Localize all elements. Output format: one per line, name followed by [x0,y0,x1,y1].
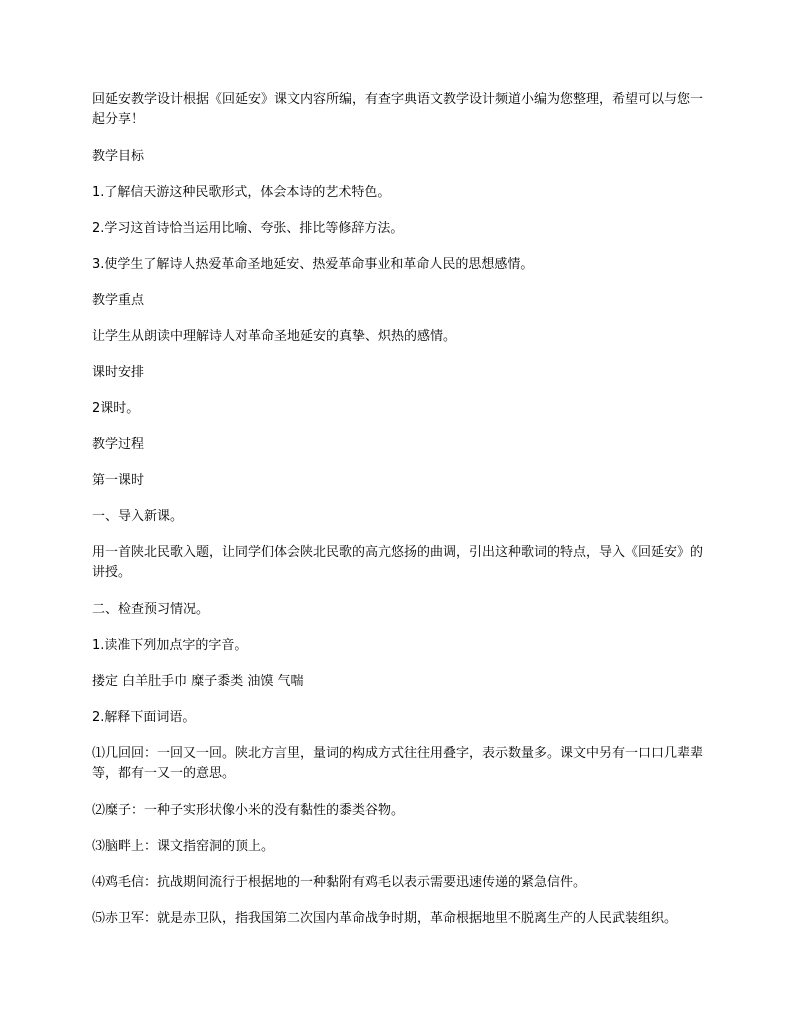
step-intro-paragraph: 用一首陕北民歌入题，让同学们体会陕北民歌的高亢悠扬的曲调，引出这种歌词的特点，导入《回延安》的讲授。 [92,545,704,580]
preview-item-1: 1.读准下列加点字的字音。 [92,638,248,653]
definition-4: ⑷鸡毛信：抗战期间流行于根据地的一种黏附有鸡毛以表示需要迅速传递的紧急信件。 [92,875,587,890]
definition-2: ⑵糜子：一种子实形状像小米的没有黏性的黍类谷物。 [92,803,405,818]
definition-3: ⑶脑畔上：课文指窑洞的顶上。 [92,839,275,854]
definition-1: ⑴几回回：一回又一回。陕北方言里，量词的构成方式往往用叠字，表示数量多。课文中另有一口口几辈辈等，都有一又一的意思。 [92,746,704,781]
goal-item-2: 2.学习这首诗恰当运用比喻、夸张、排比等修辞方法。 [92,221,404,236]
section-heading-schedule: 课时安排 [92,365,145,380]
focus-paragraph: 让学生从朗读中理解诗人对革命圣地延安的真挚、炽热的感情。 [92,329,457,344]
intro-paragraph: 回延安教学设计根据《回延安》课文内容所编，有查字典语文教学设计频道小编为您整理，希望可以与您一起分享！ [92,92,704,127]
definition-5: ⑸赤卫军：就是赤卫队，指我国第二次国内革命战争时期，革命根据地里不脱离生产的人民武装组织。 [92,911,678,926]
lesson-heading-1: 第一课时 [92,473,145,488]
goal-item-1: 1.了解信天游这种民歌形式，体会本诗的艺术特色。 [92,185,391,200]
step-heading-preview: 二、检查预习情况。 [92,602,210,617]
document-body [92,90,707,945]
preview-item-2: 2.解释下面词语。 [92,710,196,725]
step-heading-intro: 一、导入新课。 [92,509,184,524]
section-heading-process: 教学过程 [92,437,145,452]
section-heading-focus: 教学重点 [92,293,145,308]
schedule-paragraph: 2课时。 [92,401,140,416]
pronunciation-words: 搂定 白羊肚手巾 糜子黍类 油馍 气喘 [92,674,304,689]
section-heading-goals: 教学目标 [92,149,145,164]
goal-item-3: 3.使学生了解诗人热爱革命圣地延安、热爱革命事业和革命人民的思想感情。 [92,257,534,272]
